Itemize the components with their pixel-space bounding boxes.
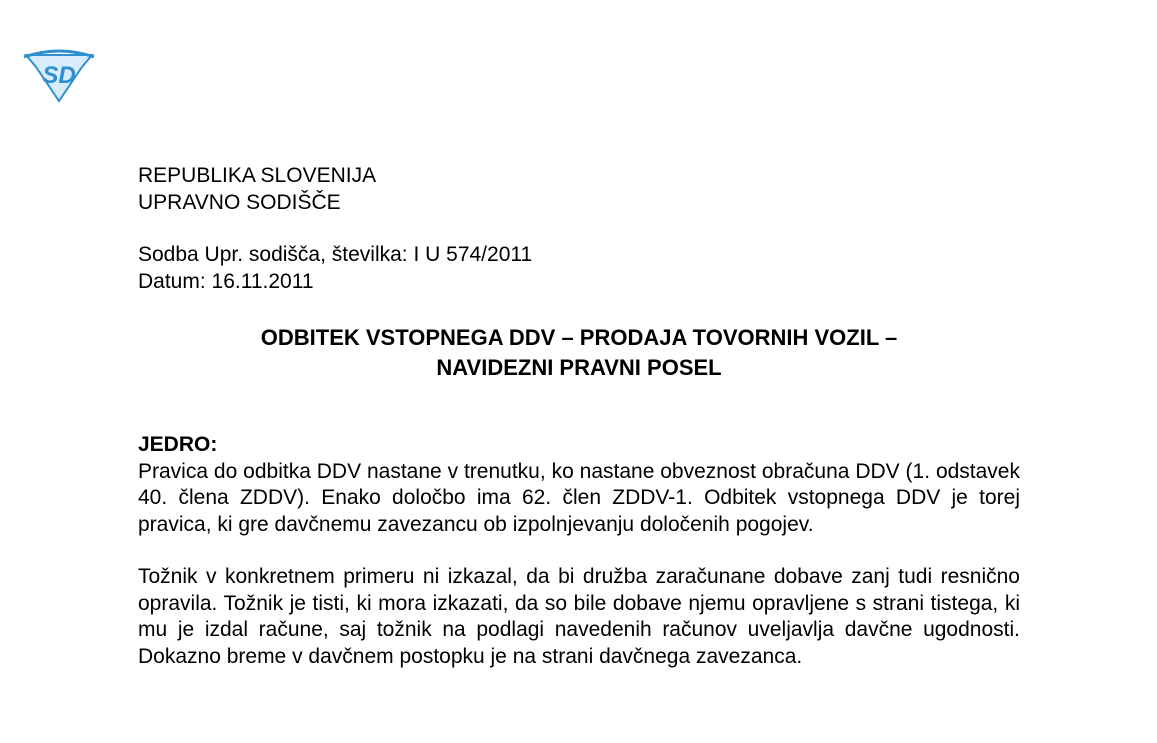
title-line-2: NAVIDEZNI PRAVNI POSEL: [436, 355, 722, 380]
document-body: [138, 163, 1020, 670]
paragraph-2: Tožnik v konkretnem primeru ni izkazal, da bi družba zaračunane dobave zanj tudi resnično opravila. Tožnik je tisti, ki mora izkazati, da so bile dobave njemu opravljene s strani tistega, ki mu je izdal račune, saj tožnik na podlagi navedenih računov uveljavlja davčne ugodnosti. Dokazno breme v davčnem postopku je na strani davčnega zavezanca.: [138, 565, 1020, 668]
case-date: Datum: 16.11.2011: [138, 269, 314, 293]
case-reference: Sodba Upr. sodišča, številka: I U 574/2011: [138, 243, 533, 266]
section-heading: JEDRO:: [138, 433, 218, 456]
sd-logo-icon: [22, 47, 96, 103]
title-line-1: ODBITEK VSTOPNEGA DDV – PRODAJA TOVORNIH VOZIL –: [260, 325, 898, 350]
header-country: REPUBLIKA SLOVENIJA: [138, 164, 377, 187]
paragraph-1: Pravica do odbitka DDV nastane v trenutku, ko nastane obveznost obračuna DDV (1. odstavek 40. člena ZDDV). Enako določbo ima 62. člen ZDDV-1. Odbitek vstopnega DDV je torej pravica, ki gre davčnemu zavezancu ob izpolnjevanju določenih pogojev.: [138, 459, 1020, 536]
document-title: [138, 323, 1020, 383]
header-court: UPRAVNO SODIŠČE: [138, 190, 341, 214]
logo-text: SD: [42, 62, 76, 89]
